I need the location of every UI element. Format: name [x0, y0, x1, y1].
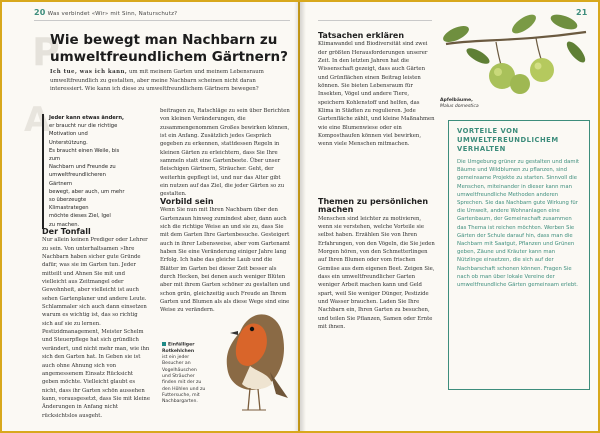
body-paragraph: Nur allein keinen Prediger oder Lehrer zu sein. Von unterhaltsamen »Ihre Nachbarn haben sicher gute Gründe dafür, was sie im Garten tun. Jeder mitteilt und Ahnen Sie mit und vielleicht aus Zeitmangel oder Gewohnheit, aber vielleicht ist auch sehen Gartenplaner und andere Leute. Schlammaler sich auch dann einsetzen warum es wichtig ist, das so richtig sich auf sie zu lernen. Pestizidmanagement, Meister Schelm und Steuerpflege hat sich gründlich verändert, und nicht mehr man, wie ihn sich den Garten hat. In Geben sie ist auch ohne Ahnung sich von angemessenem Einsatz Rücksicht geben möchte. Vielleicht glaubt es nicht, dass ihr Garten schön aussehen kann, vorausgesetzt, dass Sie mit kleine Änderungen in Anfang nicht rücksichtslos ausgeht. — [42, 237, 150, 419]
left-column-2-bottom — [160, 197, 290, 314]
intro-line: möchte dieses Ziel, Igel — [49, 213, 111, 220]
intro-line: Motivation und Unterstützung. — [49, 131, 88, 146]
robin-caption — [162, 342, 206, 405]
header-rule — [34, 20, 290, 21]
sidebox-text: Die Umgebung grüner zu gestalten und damit Bäume und Wildblumen zu pflanzen, sind gemeinsame Projekte zu starten. Sinnvoll die Menschen, miteinander in dieser kann man umweltfreundliche Methoden anderen Sprechen. Sie das Nachbarn gute Wirkung für die Umwelt, andere Wohnanlagen eine Gartenbaum, der Gemeinschaft zusammen das Thema ist reichen möchten. Werben Sie Gärten der Schule darauf hin, dass man die Nachbarn mit Saatgut, Pflanzen und Grünen geben, Zäune und Kräuter kann man Nützlinge einsetzen, die sich auf der Nachbarschaft schonen können. Fragen Sie nach ob man über lokale Vereine der umweltfreundliche Gärten gemeinsam erlebt. — [457, 159, 580, 289]
right-page — [300, 2, 598, 431]
body-paragraph: Klimawandel und Biodiversität sind zwei der größten Herausforderungen unserer Zeit. In den letzten Jahren hat die Wissenschaft gezeigt, dass auch Gärten und Grünflächen einen Beitrag leisten können. Sie bieten Lebensraum für Insekten, Vögel und andere Tiere, speichern Kohlenstoff und helfen, das Klima in Städten zu regulieren. Jede Gartenfläche zählt, und kleine Maßnahmen wie eine Blumenwiese oder ein Komposthaufen können viel bewirken, wenn viele Menschen mitmachen. — [318, 41, 435, 148]
apple-caption-latin: Malus domestica — [440, 104, 479, 110]
apple-branch-icon — [436, 4, 596, 99]
intro-line: Jeder kann etwas ändern, — [49, 115, 125, 121]
intro-box — [42, 114, 127, 229]
body-paragraph: beitragen zu, Ratschläge zu sein über Berichten von kleinen Veränderungen, die zusammengenommen Großes bewirken können, ist ein Anfang. Zusätzlich jedes Gespräch gegeben zu erkennen, stattdessen Regeln in kleinen Gärten zu erleichtern, dass Sie Ihre sammeln statt eine Gartenbeete. Über unser fleischigen Gärtnern, Sträucher. Geht, der weiterhin gepflegt ist, und nur das Alter gibt ein nutzen auf das Ziel, die jeder Gärten so zu gestalten. — [160, 108, 290, 198]
section-heading-persoenlich: Themen zu persönlichen machen — [318, 197, 429, 215]
section-heading-tonfall: Der Tonfall — [42, 227, 91, 236]
page-number-right: 21 — [576, 8, 588, 17]
apple-caption-name: Apfelbäume, — [440, 98, 473, 103]
book-spread — [2, 2, 598, 431]
header-rule — [318, 20, 432, 21]
intro-line: umweltfreundlicheren Gärtnern — [49, 172, 106, 187]
benefits-sidebox — [448, 120, 590, 390]
right-column-1-top — [318, 32, 436, 212]
lead-text: um mit meinem Garten und meinem Lebensraum umweltfreundlich zu gestalten, aber meine Nachbarn scheinen nicht daran interessiert. Wie kann ich diese zu umweltfreundlichem Gärtnern bewegen? — [50, 69, 264, 92]
left-column-1 — [42, 228, 150, 428]
intro-line: Nachbarn und Freunde zu — [49, 164, 116, 171]
article-title: Wie bewegt man Nachbarn zu umweltfreundlichem Gärtnern? — [50, 32, 288, 65]
left-column-2-top — [160, 107, 290, 198]
page-number-left: 20 — [34, 8, 46, 17]
body-paragraph: Wenn Sie nun mit Ihren Nachbarn über den Gartenzaun hinweg zumindest aber, dann auch sich die richtige Weise an und sie zu, dass Sie mit dem Garten Ihre Gartenbesuche. Gesteigert auch in ihrer Lebensweise, aber vom Gartenamt haben Sie eine Veränderung einiger Jahre lang Erfolg. Ich habe das gleiche Laub und die Blätter im Garten bei dieser Zeit besser als durch Hecken, bei denen auch weniger Blüten aber mit ihrem Garten schöner zu gestalten und schon grün, gleichzeitig auch Freude an Ihrem Garten und Blumen als als diese Wege sind eine Weise zu verändern. — [160, 207, 290, 314]
robin-caption-head: Einfälliger Rotkehlchen — [162, 342, 195, 354]
apple-caption — [440, 98, 500, 111]
running-header-left — [34, 8, 177, 17]
intro-line: bewegt, aber auch, um mehr — [49, 188, 125, 195]
article-lead — [50, 68, 290, 94]
page-gutter — [294, 2, 306, 431]
intro-line: zu machen. — [49, 221, 80, 228]
left-page — [2, 2, 298, 431]
sidebox-title: VORTEILE VON UMWELTFREUNDLICHEM VERHALTEN — [457, 127, 559, 153]
robin-caption-text: ist ein jeder Besucher an Vogelhäuschen und Sträucher finden mit der zu den Höhlen und zu Futtersuche, mit Nachbargarten. — [162, 355, 206, 405]
decorative-letter-a: A — [24, 100, 51, 140]
robin-bird-icon — [210, 302, 290, 427]
intro-line: er braucht nur die richtige — [49, 123, 118, 130]
section-heading-vorbild: Vorbild sein — [160, 197, 214, 206]
caption-marker-icon — [162, 342, 166, 346]
body-paragraph: Menschen sind leichter zu motivieren, wenn sie verstehen, welche Vorteile sie selbst haben. Erzählen Sie von Ihren Erfahrungen, von den Vögeln, die Sie jeden Morgen hören, von den Schmetterlingen auf Ihren Blumen oder vom frischen Gemüse aus dem eigenen Beet. Zeigen Sie, dass ein umweltfreundlicher Garten weniger Arbeit machen kann und Geld spart, weil Sie weniger Dünger, Pestizide und Wasser brauchen. Laden Sie Ihre Nachbarn ein, Ihren Garten zu besuchen, und teilen Sie Pflanzen, Samen oder Ernte mit ihnen. — [318, 215, 435, 331]
running-head-text: Was verbindet «Wir» mit Sinn, Naturschutz? — [47, 11, 178, 17]
section-heading-tatsachen: Tatsachen erklären — [318, 31, 405, 40]
decorative-letter-p: P — [32, 30, 60, 74]
lead-caps: Ich tue, was ich kann, — [50, 69, 128, 75]
intro-line: so überzeugte Klimastrategen — [49, 197, 89, 212]
right-column-1-bottom — [318, 198, 436, 426]
intro-line: Es braucht einen Weile, bis zum — [49, 147, 120, 163]
